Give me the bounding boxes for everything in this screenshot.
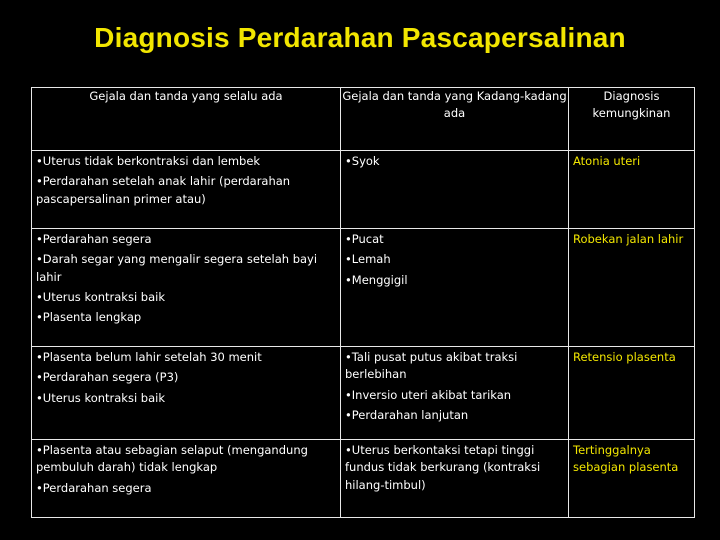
list-item: •Uterus berkontaksi tetapi tinggi fundus tidak berkurang (kontraksi hilang-timbul) <box>345 443 541 492</box>
cell-diagnosis <box>569 347 695 440</box>
cell-diagnosis <box>569 151 695 229</box>
header-sometimes-symptoms <box>341 88 569 151</box>
header-diagnosis <box>569 88 695 151</box>
list-item: •Perdarahan setelah anak lahir (perdarahan pascapersalinan primer atau) <box>36 174 291 206</box>
list-item: •Plasenta belum lahir setelah 30 menit <box>36 350 262 364</box>
diagnosis-text: Tertinggalnya sebagian plasenta <box>573 443 679 475</box>
table-header-row <box>32 88 695 151</box>
diagnosis-text: Retensio plasenta <box>573 350 676 364</box>
list-item: •Plasenta lengkap <box>36 310 142 324</box>
cell-always <box>32 347 341 440</box>
list-item: •Inversio uteri akibat tarikan <box>345 387 512 402</box>
header-line: Gejala dan tanda yang <box>342 89 474 103</box>
cell-diagnosis <box>569 440 695 518</box>
list-item: •Tali pusat putus akibat traksi berlebihan <box>345 350 518 382</box>
cell-always <box>32 151 341 229</box>
list-item: •Perdarahan lanjutan <box>345 407 469 422</box>
list-item: •Lemah <box>345 252 391 267</box>
header-line: Gejala dan tanda <box>89 89 188 103</box>
list-item: •Uterus kontraksi baik <box>36 289 166 304</box>
list-item: •Pucat <box>345 232 384 246</box>
cell-sometimes <box>341 440 569 518</box>
list-item: •Perdarahan segera (P3) <box>36 370 179 385</box>
header-line: Kadang-kadang ada <box>443 89 567 121</box>
cell-always <box>32 229 341 347</box>
list-item: •Plasenta atau sebagian selaput (mengandung pembuluh darah) tidak lengkap <box>36 443 308 475</box>
header-line: Diagnosis <box>603 89 660 103</box>
table-row <box>32 440 695 518</box>
list-item: •Perdarahan segera <box>36 480 152 495</box>
header-always-symptoms <box>32 88 341 151</box>
list-item: •Darah segar yang mengalir segera setelah bayi lahir <box>36 252 318 284</box>
cell-sometimes <box>341 151 569 229</box>
cell-sometimes <box>341 229 569 347</box>
cell-sometimes <box>341 347 569 440</box>
list-item: •Menggigil <box>345 272 408 287</box>
cell-always <box>32 440 341 518</box>
diagnosis-text: Atonia uteri <box>573 154 641 168</box>
diagnosis-table <box>31 87 695 518</box>
list-item: •Uterus kontraksi baik <box>36 390 166 405</box>
table-row <box>32 151 695 229</box>
diagnosis-text: Robekan jalan lahir <box>573 232 684 246</box>
list-item: •Syok <box>345 154 380 168</box>
header-line: yang selalu ada <box>191 89 283 103</box>
header-line: kemungkinan <box>592 106 671 121</box>
table-row <box>32 347 695 440</box>
table-row <box>32 229 695 347</box>
cell-diagnosis <box>569 229 695 347</box>
list-item: •Perdarahan segera <box>36 232 152 246</box>
list-item: •Uterus tidak berkontraksi dan lembek <box>36 154 261 168</box>
page-title: Diagnosis Perdarahan Pascapersalinan <box>94 22 626 53</box>
